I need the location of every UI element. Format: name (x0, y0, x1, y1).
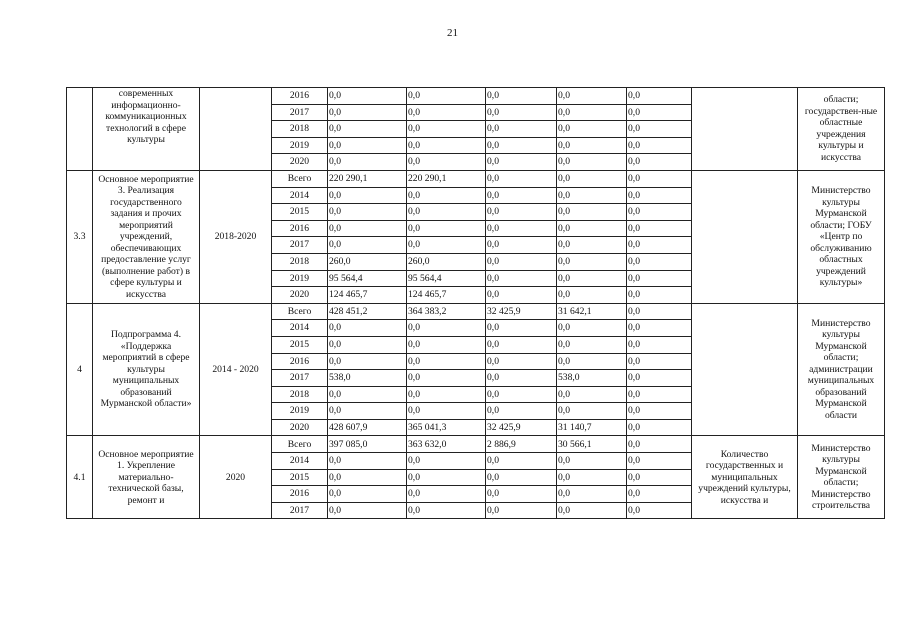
regional-cell: 124 465,7 (407, 287, 486, 304)
total-cell: 0,0 (328, 204, 407, 221)
other-cell: 0,0 (627, 403, 692, 420)
municipal-cell: 0,0 (557, 469, 627, 486)
municipal-cell: 538,0 (557, 370, 627, 387)
year-cell: 2018 (272, 121, 328, 138)
page-number: 21 (447, 27, 458, 39)
federal-cell: 0,0 (486, 386, 557, 403)
other-cell: 0,0 (627, 270, 692, 287)
regional-cell: 0,0 (407, 353, 486, 370)
total-cell: 0,0 (328, 154, 407, 171)
municipal-cell: 31 642,1 (557, 303, 627, 320)
year-cell: 2016 (272, 88, 328, 105)
other-cell: 0,0 (627, 88, 692, 105)
indicator-cell (692, 88, 798, 171)
municipal-cell: 0,0 (557, 253, 627, 270)
executor-cell: Министерство культуры Мурманской области; Министерство строительства (798, 436, 885, 519)
indicator-cell: Количество государственных и муниципальных учреждений культуры, искусства и (692, 436, 798, 519)
year-cell: 2016 (272, 353, 328, 370)
row-number-cell: 4 (67, 303, 93, 436)
municipal-cell: 30 566,1 (557, 436, 627, 453)
regional-cell: 95 564,4 (407, 270, 486, 287)
total-cell: 0,0 (328, 353, 407, 370)
federal-cell: 0,0 (486, 336, 557, 353)
activity-name-cell: Основное мероприятие 1. Укрепление материально-технической базы, ремонт и (93, 436, 200, 519)
total-cell: 0,0 (328, 88, 407, 105)
regional-cell: 0,0 (407, 320, 486, 337)
federal-cell: 0,0 (486, 403, 557, 420)
activity-name-cell: современных информационно-коммуникационных технологий в сфере культуры (93, 88, 200, 171)
year-cell: Всего (272, 170, 328, 187)
municipal-cell: 0,0 (557, 237, 627, 254)
regional-cell: 0,0 (407, 154, 486, 171)
regional-cell: 364 383,2 (407, 303, 486, 320)
regional-cell: 260,0 (407, 253, 486, 270)
municipal-cell: 0,0 (557, 104, 627, 121)
other-cell: 0,0 (627, 253, 692, 270)
regional-cell: 0,0 (407, 486, 486, 503)
regional-cell: 0,0 (407, 336, 486, 353)
total-cell: 0,0 (328, 486, 407, 503)
regional-cell: 0,0 (407, 386, 486, 403)
total-cell: 0,0 (328, 453, 407, 470)
other-cell: 0,0 (627, 502, 692, 519)
year-cell: 2017 (272, 237, 328, 254)
row-number-cell: 4.1 (67, 436, 93, 519)
municipal-cell: 0,0 (557, 353, 627, 370)
total-cell: 0,0 (328, 502, 407, 519)
year-cell: 2014 (272, 320, 328, 337)
municipal-cell: 0,0 (557, 88, 627, 105)
other-cell: 0,0 (627, 353, 692, 370)
period-cell (200, 88, 272, 171)
federal-cell: 0,0 (486, 270, 557, 287)
total-cell: 0,0 (328, 386, 407, 403)
other-cell: 0,0 (627, 469, 692, 486)
year-cell: 2018 (272, 386, 328, 403)
regional-cell: 220 290,1 (407, 170, 486, 187)
year-cell: 2015 (272, 469, 328, 486)
regional-cell: 0,0 (407, 88, 486, 105)
year-cell: 2017 (272, 502, 328, 519)
municipal-cell: 0,0 (557, 287, 627, 304)
municipal-cell: 0,0 (557, 154, 627, 171)
other-cell: 0,0 (627, 486, 692, 503)
period-cell: 2014 - 2020 (200, 303, 272, 436)
regional-cell: 363 632,0 (407, 436, 486, 453)
municipal-cell: 0,0 (557, 502, 627, 519)
municipal-cell: 0,0 (557, 336, 627, 353)
other-cell: 0,0 (627, 303, 692, 320)
regional-cell: 365 041,3 (407, 419, 486, 436)
year-cell: 2019 (272, 137, 328, 154)
total-cell: 95 564,4 (328, 270, 407, 287)
other-cell: 0,0 (627, 453, 692, 470)
regional-cell: 0,0 (407, 469, 486, 486)
other-cell: 0,0 (627, 436, 692, 453)
other-cell: 0,0 (627, 320, 692, 337)
federal-cell: 0,0 (486, 137, 557, 154)
other-cell: 0,0 (627, 121, 692, 138)
year-cell: 2014 (272, 453, 328, 470)
year-cell: 2017 (272, 104, 328, 121)
executor-cell: области; государствен-ные областные учреждения культуры и искусства (798, 88, 885, 171)
total-cell: 428 607,9 (328, 419, 407, 436)
other-cell: 0,0 (627, 104, 692, 121)
other-cell: 0,0 (627, 336, 692, 353)
other-cell: 0,0 (627, 170, 692, 187)
regional-cell: 0,0 (407, 204, 486, 221)
municipal-cell: 0,0 (557, 486, 627, 503)
municipal-cell: 0,0 (557, 170, 627, 187)
federal-cell: 0,0 (486, 353, 557, 370)
row-number-cell (67, 88, 93, 171)
activity-name-cell: Основное мероприятие 3. Реализация государственного задания и прочих мероприятий учреждений, обеспечивающих предоставление услуг (выполнение работ) в сфере культуры и искусства (93, 170, 200, 303)
federal-cell: 0,0 (486, 154, 557, 171)
other-cell: 0,0 (627, 187, 692, 204)
regional-cell: 0,0 (407, 453, 486, 470)
year-cell: 2015 (272, 336, 328, 353)
year-cell: Всего (272, 436, 328, 453)
other-cell: 0,0 (627, 154, 692, 171)
period-cell: 2018-2020 (200, 170, 272, 303)
municipal-cell: 0,0 (557, 220, 627, 237)
total-cell: 260,0 (328, 253, 407, 270)
federal-cell: 0,0 (486, 237, 557, 254)
year-cell: 2020 (272, 154, 328, 171)
other-cell: 0,0 (627, 137, 692, 154)
total-cell: 0,0 (328, 104, 407, 121)
other-cell: 0,0 (627, 370, 692, 387)
year-cell: 2018 (272, 253, 328, 270)
municipal-cell: 0,0 (557, 320, 627, 337)
executor-cell: Министерство культуры Мурманской области; ГОБУ «Центр по обслуживанию областных учреждений культуры» (798, 170, 885, 303)
total-cell: 0,0 (328, 137, 407, 154)
total-cell: 0,0 (328, 187, 407, 204)
regional-cell: 0,0 (407, 187, 486, 204)
municipal-cell: 0,0 (557, 270, 627, 287)
other-cell: 0,0 (627, 220, 692, 237)
federal-cell: 0,0 (486, 502, 557, 519)
table-row (67, 436, 885, 453)
federal-cell: 32 425,9 (486, 419, 557, 436)
municipal-cell: 0,0 (557, 187, 627, 204)
table-row (67, 88, 885, 105)
municipal-cell: 0,0 (557, 137, 627, 154)
table-body (67, 88, 885, 519)
row-number-cell: 3.3 (67, 170, 93, 303)
year-cell: 2014 (272, 187, 328, 204)
federal-cell: 0,0 (486, 220, 557, 237)
federal-cell: 0,0 (486, 88, 557, 105)
year-cell: Всего (272, 303, 328, 320)
table-row (67, 170, 885, 187)
year-cell: 2016 (272, 486, 328, 503)
indicator-cell (692, 170, 798, 303)
federal-cell: 0,0 (486, 370, 557, 387)
municipal-cell: 0,0 (557, 453, 627, 470)
table-row (67, 303, 885, 320)
federal-cell: 0,0 (486, 187, 557, 204)
year-cell: 2020 (272, 287, 328, 304)
total-cell: 397 085,0 (328, 436, 407, 453)
total-cell: 0,0 (328, 320, 407, 337)
regional-cell: 0,0 (407, 121, 486, 138)
other-cell: 0,0 (627, 287, 692, 304)
year-cell: 2019 (272, 403, 328, 420)
regional-cell: 0,0 (407, 237, 486, 254)
federal-cell: 0,0 (486, 253, 557, 270)
year-cell: 2020 (272, 419, 328, 436)
regional-cell: 0,0 (407, 370, 486, 387)
total-cell: 0,0 (328, 336, 407, 353)
municipal-cell: 0,0 (557, 204, 627, 221)
municipal-cell: 0,0 (557, 403, 627, 420)
federal-cell: 2 886,9 (486, 436, 557, 453)
federal-cell: 32 425,9 (486, 303, 557, 320)
federal-cell: 0,0 (486, 170, 557, 187)
total-cell: 428 451,2 (328, 303, 407, 320)
municipal-cell: 0,0 (557, 121, 627, 138)
federal-cell: 0,0 (486, 287, 557, 304)
total-cell: 538,0 (328, 370, 407, 387)
year-cell: 2019 (272, 270, 328, 287)
indicator-cell (692, 303, 798, 436)
other-cell: 0,0 (627, 237, 692, 254)
other-cell: 0,0 (627, 386, 692, 403)
total-cell: 124 465,7 (328, 287, 407, 304)
year-cell: 2015 (272, 204, 328, 221)
federal-cell: 0,0 (486, 104, 557, 121)
year-cell: 2016 (272, 220, 328, 237)
regional-cell: 0,0 (407, 104, 486, 121)
federal-cell: 0,0 (486, 204, 557, 221)
year-cell: 2017 (272, 370, 328, 387)
federal-cell: 0,0 (486, 486, 557, 503)
regional-cell: 0,0 (407, 502, 486, 519)
total-cell: 220 290,1 (328, 170, 407, 187)
total-cell: 0,0 (328, 220, 407, 237)
federal-cell: 0,0 (486, 469, 557, 486)
regional-cell: 0,0 (407, 137, 486, 154)
total-cell: 0,0 (328, 237, 407, 254)
total-cell: 0,0 (328, 403, 407, 420)
federal-cell: 0,0 (486, 320, 557, 337)
period-cell: 2020 (200, 436, 272, 519)
other-cell: 0,0 (627, 419, 692, 436)
executor-cell: Министерство культуры Мурманской области; администрации муниципальных образований Мурманской области (798, 303, 885, 436)
federal-cell: 0,0 (486, 453, 557, 470)
municipal-cell: 0,0 (557, 386, 627, 403)
regional-cell: 0,0 (407, 403, 486, 420)
total-cell: 0,0 (328, 469, 407, 486)
activity-name-cell: Подпрограмма 4. «Поддержка мероприятий в сфере культуры муниципальных образований Мурманской области» (93, 303, 200, 436)
total-cell: 0,0 (328, 121, 407, 138)
budget-table (66, 87, 885, 519)
regional-cell: 0,0 (407, 220, 486, 237)
municipal-cell: 31 140,7 (557, 419, 627, 436)
other-cell: 0,0 (627, 204, 692, 221)
federal-cell: 0,0 (486, 121, 557, 138)
